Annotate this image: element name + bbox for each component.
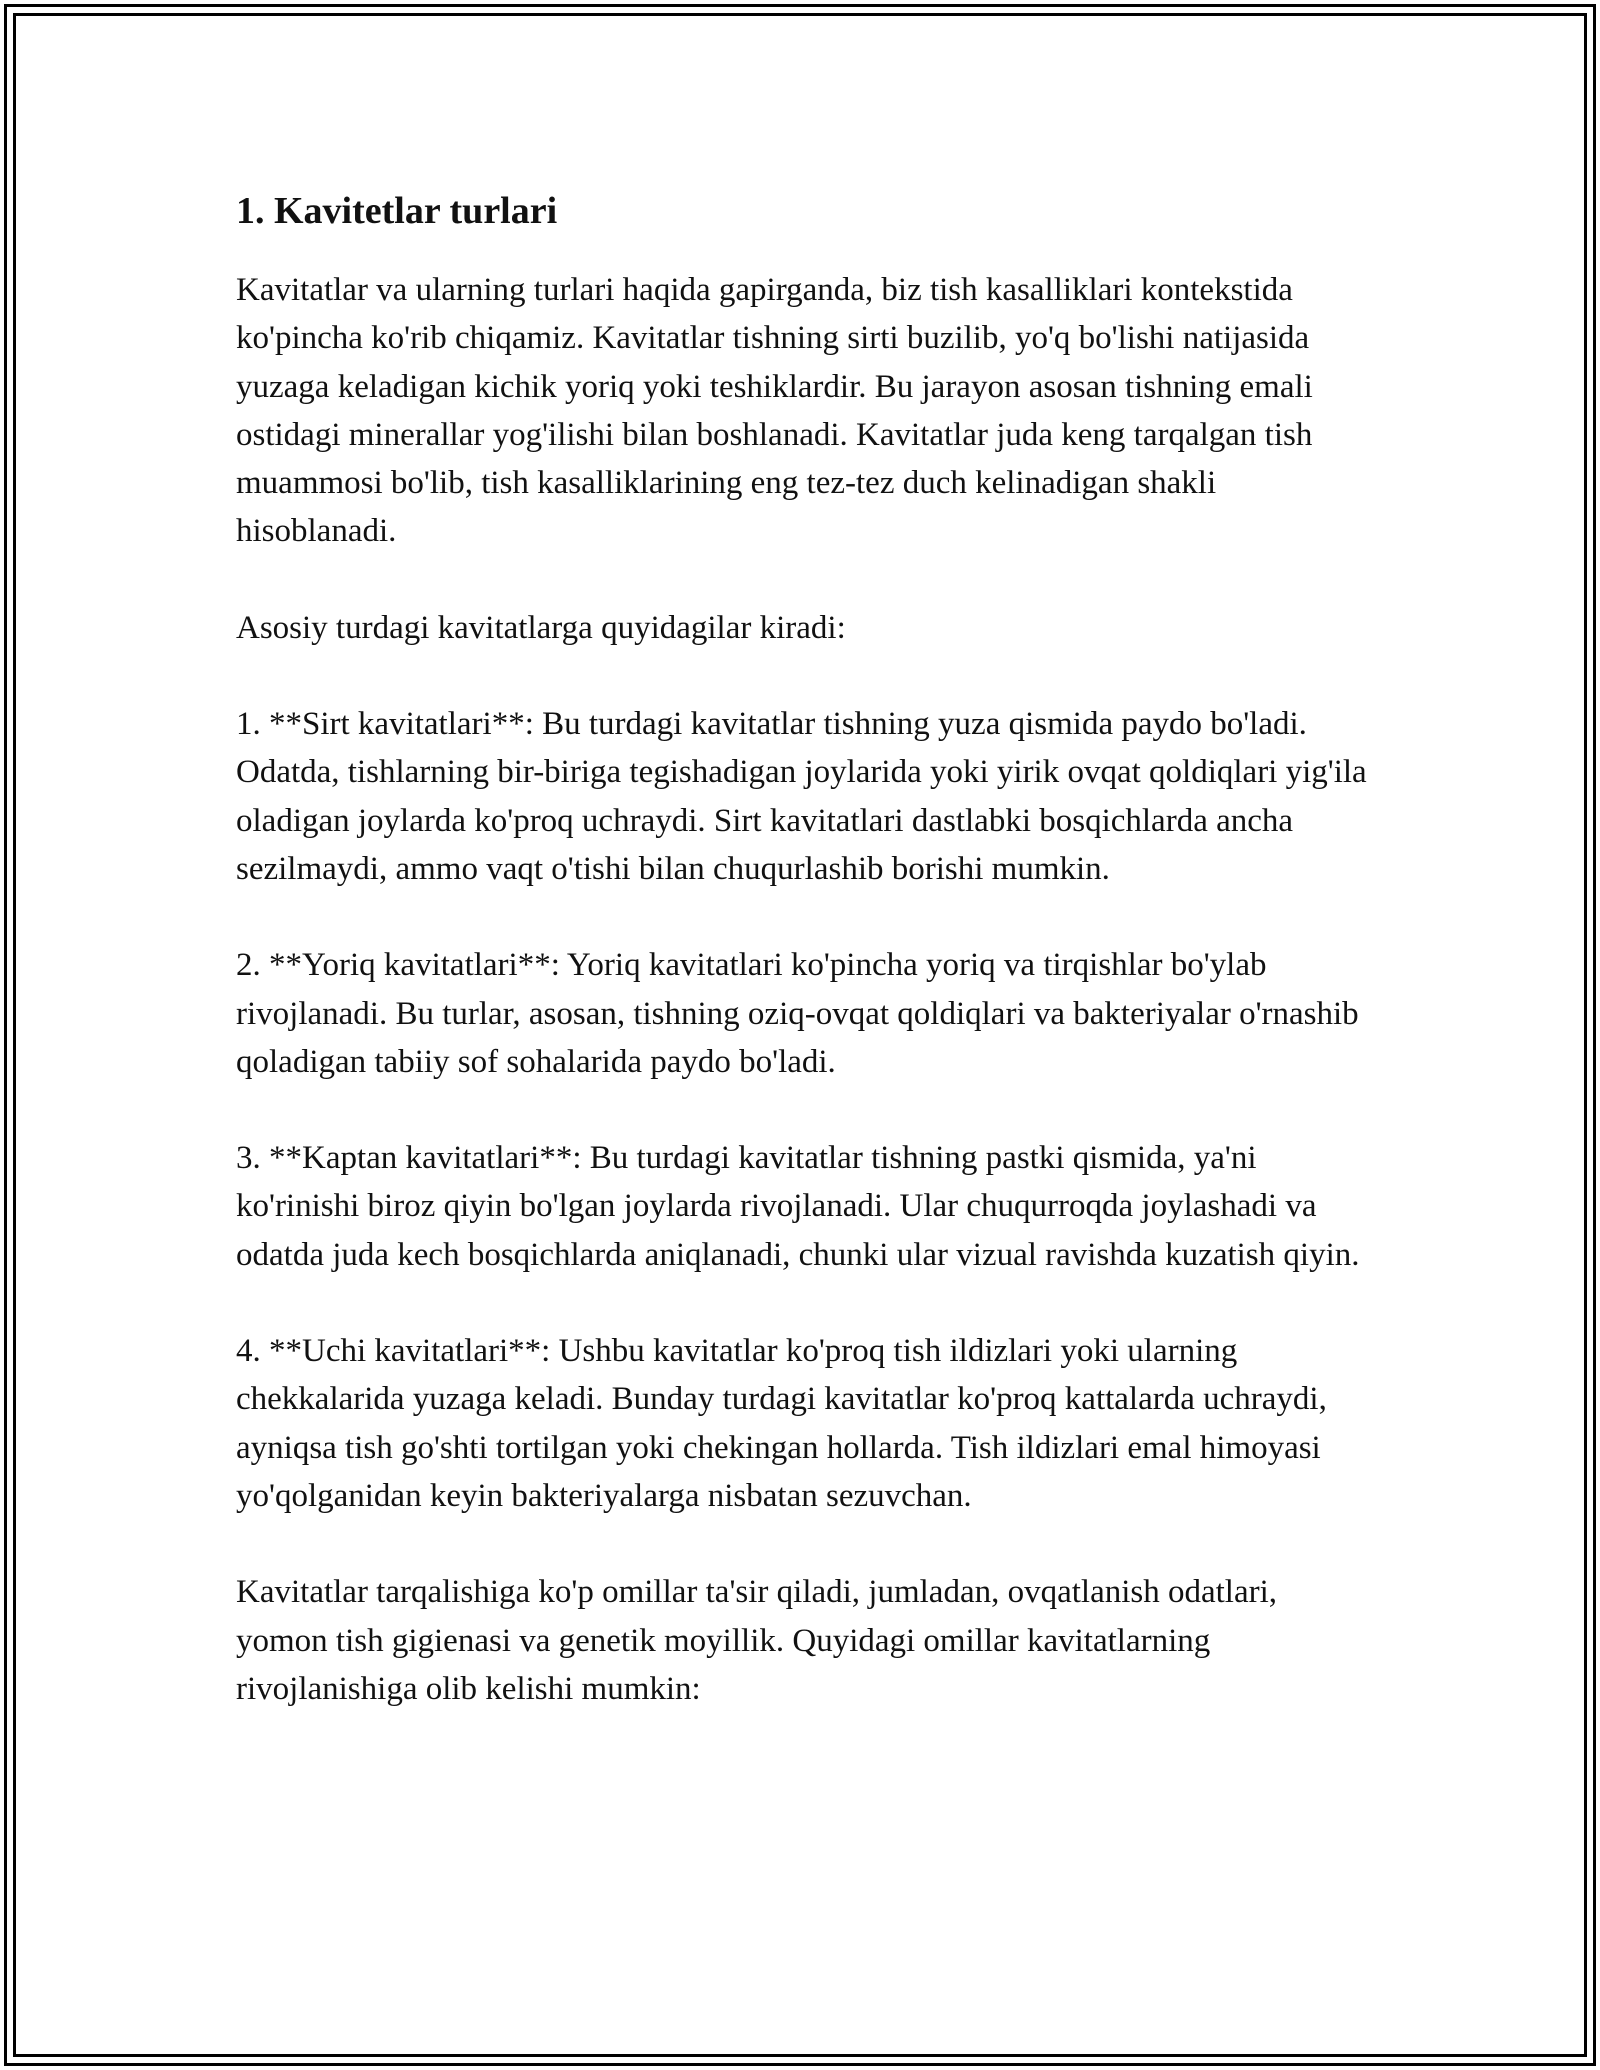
section-heading: 1. Kavitetlar turlari — [236, 190, 558, 232]
list-item-lower-cavities: 3. **Kaptan kavitatlari**: Bu turdagi kavitatlar tishning pastki qismida, ya'ni ko'rinishi biroz qiyin bo'lgan joylarda rivojlanadi. Ular chuqurroqda joylashadi va odatda juda kech bosqichlarda aniqlanadi, chunki ular vizual ravishda kuzatish qiyin. — [236, 1140, 1360, 1273]
intro-paragraph: Kavitatlar va ularning turlari haqida gapirganda, biz tish kasalliklari kontekstida ko'pincha ko'rib chiqamiz. Kavitatlar tishning sirti buzilib, yo'q bo'lishi natijasida yuzaga keladigan kichik yoriq yoki teshiklardir. Bu jarayon asosan tishning emali ostidagi minerallar yog'ilishi bilan boshlanadi. Kavitatlar juda keng tarqalgan tish muammosi bo'lib, tish kasalliklarining eng tez-tez duch kelinadigan shakli hisoblanadi. — [236, 272, 1313, 550]
list-item-root-cavities: 4. **Uchi kavitatlari**: Ushbu kavitatlar ko'proq tish ildizlari yoki ularning chekkalarida yuzaga keladi. Bunday turdagi kavitatlar ko'proq kattalarda uchraydi, ayniqsa tish go'shti tortilgan yoki chekingan hollarda. Tish ildizlari emal himoyasi yo'qolganidan keyin bakteriyalarga nisbatan sezuvchan. — [236, 1333, 1327, 1514]
list-item-fissure-cavities: 2. **Yoriq kavitatlari**: Yoriq kavitatlari ko'pincha yoriq va tirqishlar bo'ylab rivojlanadi. Bu turlar, asosan, tishning oziq-ovqat qoldiqlari va bakteriyalar o'rnashib qoladigan tabiiy sof sohalarida paydo bo'ladi. — [236, 947, 1359, 1080]
types-intro-paragraph: Asosiy turdagi kavitatlarga quyidagilar kiradi: — [236, 609, 846, 646]
factors-paragraph: Kavitatlar tarqalishiga ko'p omillar ta'sir qiladi, jumladan, ovqatlanish odatlari, yomon tish gigienasi va genetik moyillik. Quyidagi omillar kavitatlarning rivojlanishiga olib kelishi mumkin: — [236, 1574, 1278, 1707]
list-item-surface-cavities: 1. **Sirt kavitatlari**: Bu turdagi kavitatlar tishning yuza qismida paydo bo'ladi. Odatda, tishlarning bir-biriga tegishadigan joylarida yoki yirik ovqat qoldiqlari yig'ila oladigan joylarda ko'proq uchraydi. Sirt kavitatlari dastlabki bosqichlarda ancha sezilmaydi, ammo vaqt o'tishi bilan chuqurlashib borishi mumkin. — [236, 706, 1367, 887]
document-body — [236, 186, 1376, 1761]
